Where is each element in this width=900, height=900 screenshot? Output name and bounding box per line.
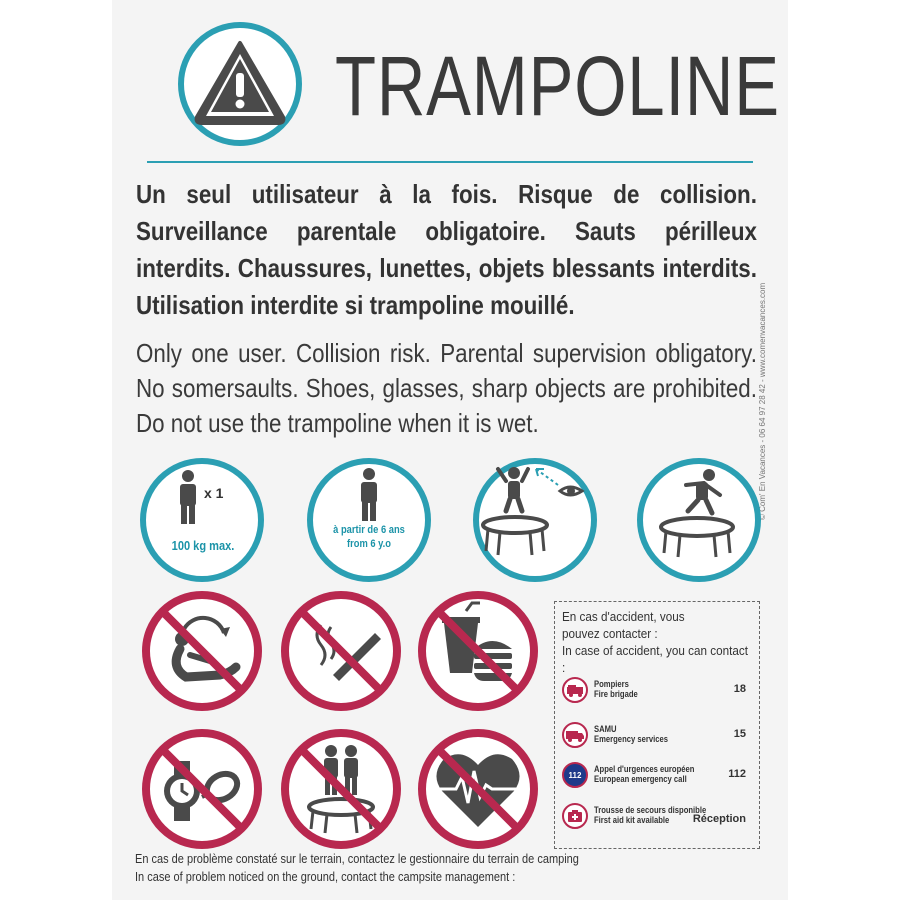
contact-label: [594, 805, 706, 825]
no-heart-condition-pictogram: [416, 727, 540, 851]
contact-label: [594, 679, 638, 699]
footer-note: [135, 850, 579, 886]
contact-label-fr: Pompiers: [594, 679, 629, 689]
contact-label-en: Emergency services: [594, 734, 669, 744]
contact-label-fr: Trousse de secours disponible: [594, 805, 707, 815]
contact-number: 15: [733, 728, 746, 740]
ambulance-icon: [562, 722, 588, 748]
credit-text: © Com' En Vacances - 06 64 97 28 42 - www.comenvacances.com: [758, 282, 767, 520]
contact-label: [594, 724, 668, 744]
contact-row-fire: [562, 677, 752, 707]
fire-truck-icon: [562, 677, 588, 703]
eu-112-icon: [562, 762, 588, 788]
contact-label-fr: Appel d'urgences européen: [594, 764, 695, 774]
footer-fr: En cas de problème constaté sur le terrain, contactez le gestionnaire du terrain de camping: [135, 852, 579, 866]
page-title: TRAMPOLINE: [335, 39, 780, 133]
one-user-pictogram: [137, 455, 267, 585]
age-limit-pictogram: [304, 455, 434, 585]
contact-number: 18: [733, 683, 746, 695]
svg-text:112: 112: [568, 771, 582, 780]
no-food-pictogram: [416, 589, 540, 713]
age-label-en: from 6 y.o: [346, 538, 391, 550]
title-divider: [147, 161, 753, 163]
contact-label: [594, 764, 694, 784]
one-jumper-pictogram: [634, 455, 764, 585]
contact-label-fr: SAMU: [594, 724, 617, 734]
rules-french: Un seul utilisateur à la fois. Risque de collision. Surveillance parentale obligatoire. Sauts périlleux interdits. Chaussures, lunettes, objets blessants interdits. Utilisation interdite si trampoline mouillé.: [136, 179, 757, 320]
contact-label-en: Fire brigade: [594, 689, 638, 699]
contact-number: Réception: [692, 813, 746, 825]
rules-english: Only one user. Collision risk. Parental supervision obligatory. No somersaults. Shoes, glasses, sharp objects are prohibited. Do not use the trampoline when it is wet.: [136, 338, 757, 438]
contact-row-samu: [562, 722, 752, 752]
contact-intro-fr: En cas d'accident, vous pouvez contacter :: [562, 609, 685, 641]
warning-icon: [177, 21, 303, 147]
supervision-pictogram: [470, 455, 600, 585]
contact-label-en: First aid kit available: [594, 815, 670, 825]
contact-intro-en: In case of accident, you can contact :: [562, 643, 749, 675]
contact-row-first-aid: [562, 803, 752, 833]
age-label-fr: à partir de 6 ans: [333, 524, 405, 536]
footer-en: In case of problem noticed on the ground, contact the campsite management :: [135, 870, 516, 884]
contact-row-112: [562, 762, 752, 792]
contact-intro: [562, 608, 751, 676]
user-count-label: x 1: [204, 485, 224, 501]
no-multiple-users-pictogram: [279, 727, 403, 851]
first-aid-kit-icon: [562, 803, 588, 829]
contact-number: 112: [728, 768, 746, 780]
contact-label-en: European emergency call: [594, 774, 687, 784]
no-watch-glasses-pictogram: [140, 727, 264, 851]
no-somersault-pictogram: [140, 589, 264, 713]
max-weight-label: 100 kg max.: [171, 538, 235, 553]
no-smoking-pictogram: [279, 589, 403, 713]
